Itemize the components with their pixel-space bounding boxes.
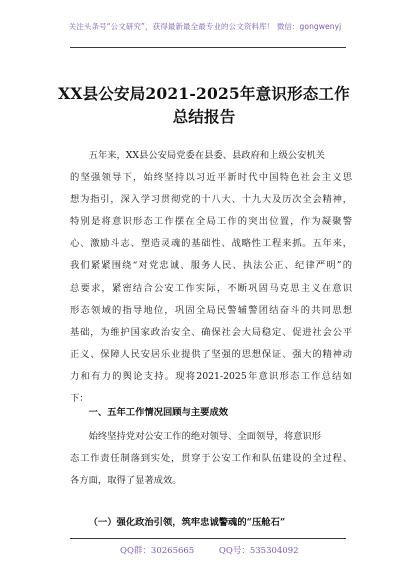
intro-line: 下：	[70, 393, 89, 405]
section-1-line: 各方面，取得了显著成效。	[70, 475, 182, 487]
document-title-line-2: 总结报告	[172, 107, 236, 126]
intro-line: 五年来，XX县公安局党委在县委、县政府和上级公安机关	[88, 150, 325, 161]
intro-line: 想为指引，深入学习贯彻党的十八大、十九大及历次全会精神，	[70, 194, 352, 206]
section-1-paragraph	[70, 426, 352, 492]
intro-line: 我们紧紧围绕“对党忠诚、服务人民、执法公正、纪律严明”的	[70, 260, 352, 272]
intro-paragraph	[70, 145, 352, 410]
intro-line: 力和有力的舆论支持。现将2021-2025年意识形态工作总结如	[70, 370, 352, 382]
header-divider	[70, 47, 346, 48]
footer-qq-number: QQ号：535304092	[218, 546, 299, 556]
section-1-line: 始终坚持党对公安工作的绝对领导、全面领导，将意识形	[88, 431, 322, 442]
footer-qq-group: QQ群：30265665	[120, 546, 195, 556]
intro-line: 的坚强领导下，始终坚持以习近平新时代中国特色社会主义思	[70, 172, 352, 184]
intro-line: 心、激励斗志、塑造灵魂的基础性、战略性工程来抓。五年来，	[70, 238, 352, 250]
header-banner: 关注头条号“公文研究”，获得最新最全最专业的公文资料库！ 微信：gongwenyj	[68, 22, 342, 31]
intro-line: 基础，为维护国家政治安全、确保社会大局稳定、促进社会公平	[70, 326, 352, 338]
section-heading-1: 一、五年工作情况回顾与主要成效	[88, 407, 229, 418]
intro-line: 特别是将意识形态工作摆在全局工作的突出位置，作为凝聚警	[70, 216, 352, 228]
section-1-line: 态工作责任制落到实处，贯穿于公安工作和队伍建设的全过程、	[70, 453, 352, 465]
intro-line: 正义、保障人民安居乐业提供了坚强的思想保证、强大的精神动	[70, 348, 352, 360]
footer-divider	[70, 538, 346, 539]
document-title-line-1: XX县公安局2021-2025年意识形态工作	[58, 84, 350, 103]
subsection-heading-1: （一）强化政治引领，筑牢忠诚警魂的“压舱石”	[88, 517, 286, 528]
intro-line: 总要求，紧密结合公安工作实际，不断巩固马克思主义在意识	[70, 282, 352, 294]
intro-line: 形态领域的指导地位，巩固全局民警辅警团结奋斗的共同思想	[70, 304, 352, 316]
footer-contact	[120, 544, 320, 556]
